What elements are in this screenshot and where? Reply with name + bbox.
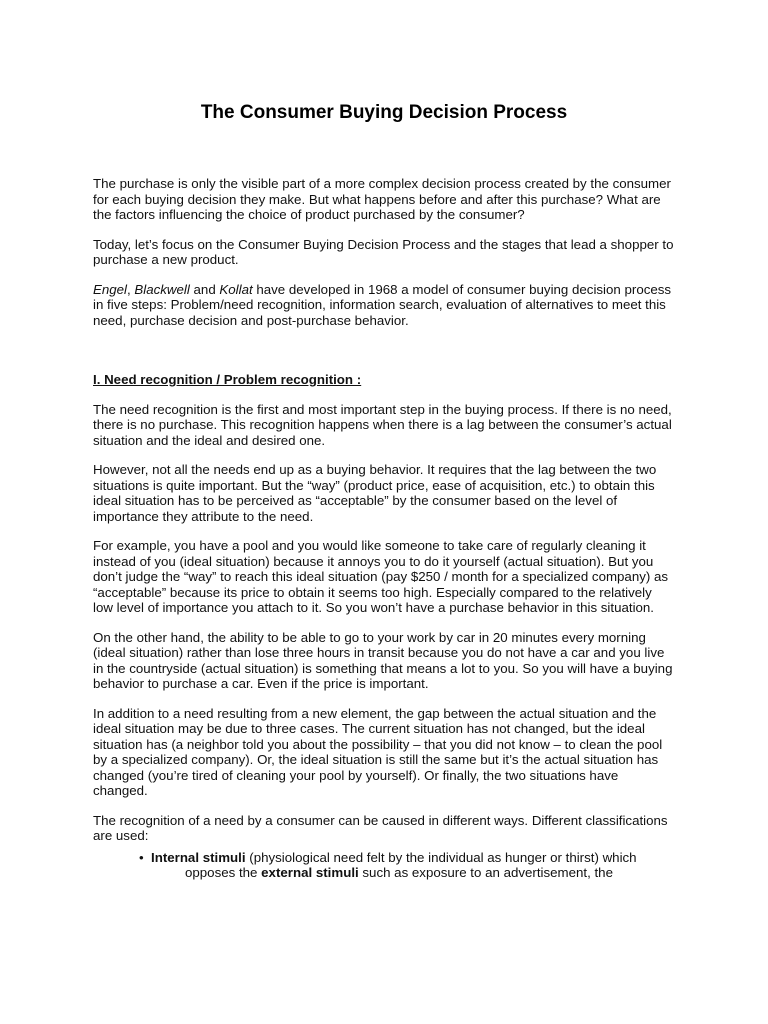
section-paragraph-5: In addition to a need resulting from a new element, the gap between the actual situation and the ideal situation may be due to three cases. The current situation has not changed, but the ideal situation has (a neighbor told you about the possibility – that you did not know – to clean the pool by a specialized company). Or, the ideal situation is still the same but it’s the actual situation has changed (you’re tired of cleaning your pool by yourself). Or finally, the two situations have changed.: [93, 705, 663, 798]
term-external-stimuli: external stimuli: [261, 865, 359, 880]
bullet-icon: •: [139, 849, 144, 865]
intro-section: [93, 176, 675, 328]
document-title: The Consumer Buying Decision Process: [200, 102, 568, 123]
author-engel: Engel: [93, 281, 128, 297]
section-paragraph-6: The recognition of a need by a consumer can be caused in different ways. Different classifications are used:: [93, 812, 668, 843]
section-paragraph-3: For example, you have a pool and you would like someone to take care of regularly cleaning it instead of you (ideal situation) because it annoys you to do it yourself (actual situation). But you don’t judge the “way” to reach this ideal situation (pay $250 / month for a specialized company) as “acceptable” because its price to obtain it seems too high. Especially compared to the relatively low level of importance you attach to it. So you won’t have a purchase behavior in this situation.: [93, 538, 669, 615]
section-need-recognition: [93, 372, 675, 881]
author-blackwell: Blackwell: [134, 281, 190, 297]
section-heading: I. Need recognition / Problem recognition :: [93, 372, 362, 387]
term-internal-stimuli: Internal stimuli: [151, 849, 246, 865]
intro-paragraph-1: The purchase is only the visible part of a more complex decision process created by the consumer for each buying decision they make. But what happens before and after this purchase? What are the factors influencing the choice of product purchased by the consumer?: [93, 176, 671, 222]
author-kollat: Kollat: [219, 281, 253, 297]
section-paragraph-1: The need recognition is the first and most important step in the buying process. If there is no need, there is no purchase. This recognition happens when there is a lag between the consumer’s actual situation and the ideal and desired one.: [93, 401, 672, 448]
authors-paragraph: Engel, Blackwell and Kollat have developed in 1968 a model of consumer buying decision process in five steps: Problem/need recognition, information search, evaluation of alternatives to meet this need, purchase decision and post-purchase behavior.: [93, 281, 672, 328]
bullet-continuation: opposes the external stimuli such as exposure to an advertisement, the: [185, 865, 613, 880]
section-paragraph-2: However, not all the needs end up as a buying behavior. It requires that the lag between the two situations is quite important. But the “way” (product price, ease of acquisition, etc.) to obtain this ideal situation has to be perceived as “acceptable” by the consumer based on the level of importance they attribute to the need.: [93, 462, 657, 524]
stimuli-list: [93, 850, 675, 881]
list-item: • Internal stimuli (physiological need felt by the individual as hunger or thirst) which opposes the external stimuli such as exposure to an advertisement, the: [139, 850, 675, 881]
intro-paragraph-2: Today, let’s focus on the Consumer Buying Decision Process and the stages that lead a shopper to purchase a new product.: [93, 236, 674, 267]
section-paragraph-4: On the other hand, the ability to be able to go to your work by car in 20 minutes every morning (ideal situation) rather than lose three hours in transit because you do not have a car and you live in the countryside (actual situation) is something that means a lot to you. So you will have a buying behavior to purchase a car. Even if the price is important.: [93, 629, 673, 691]
